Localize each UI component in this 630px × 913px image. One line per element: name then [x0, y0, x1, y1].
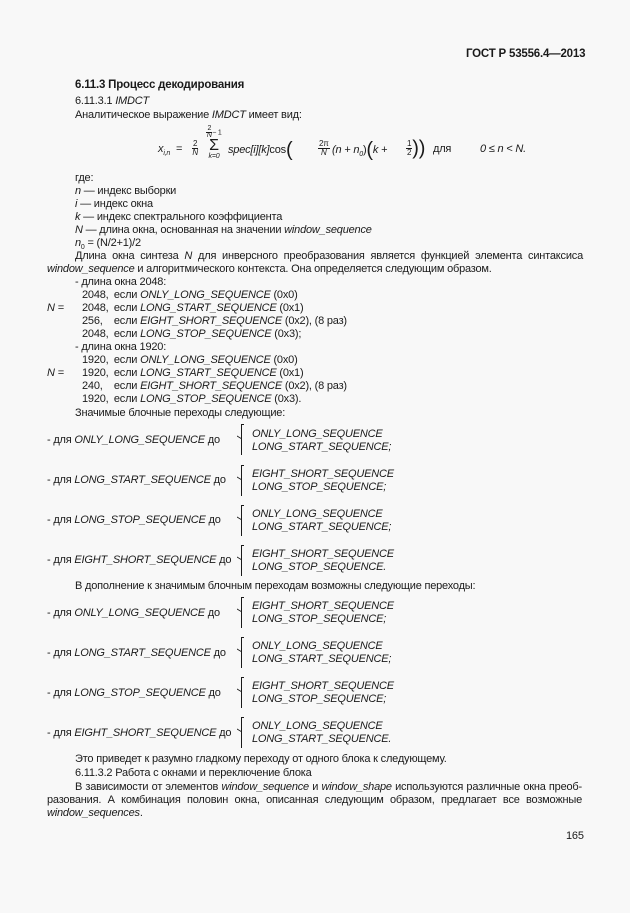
window-1920-row: 1920, если ONLY_LONG_SEQUENCE (0x0): [82, 354, 298, 366]
where-item-i: i — индекс окна: [75, 198, 153, 210]
transition-from: - для LONG_STOP_SEQUENCE до: [47, 687, 221, 699]
synthesis-line-2: window_sequence и алгоритмического контекста. Она определяется следующим образом.: [47, 263, 492, 275]
subsection-2-paragraph: В зависимости от элементов window_sequence и window_shape используются различные окна преоб-разования. А комбинация половин окна, описанная следующим образом, предлагает все возможные window_sequences.: [47, 781, 582, 819]
transition-options: EIGHT_SHORT_SEQUENCE LONG_STOP_SEQUENCE;: [252, 680, 394, 705]
document-id: ГОСТ Р 53556.4—2013: [466, 48, 586, 60]
window-1920-label: - длина окна 1920:: [75, 341, 167, 353]
formula-body: spec[i][k]: [228, 143, 270, 156]
intro-imdct: IMDCT: [211, 109, 246, 121]
brace-icon: [241, 638, 248, 668]
intro-text: Аналитическое выражение: [75, 109, 212, 121]
transition-options: ONLY_LONG_SEQUENCE LONG_START_SEQUENCE.: [252, 720, 392, 745]
imdct-intro: [75, 109, 302, 122]
additional-transitions-label: В дополнение к значимым блочным переходам возможны следующие переходы:: [75, 580, 476, 592]
formula-for: для: [433, 143, 452, 155]
transition-from: - для ONLY_LONG_SEQUENCE до: [47, 607, 220, 619]
window-2048-label: - длина окна 2048:: [75, 276, 167, 288]
subsection-2-title: 6.11.3.2 Работа с окнами и переключение блока: [75, 767, 312, 779]
transition-options: EIGHT_SHORT_SEQUENCE LONG_STOP_SEQUENCE;: [252, 600, 394, 625]
window-1920-row: 1920, если LONG_STOP_SEQUENCE (0x3).: [82, 393, 302, 405]
transition-from: - для LONG_START_SEQUENCE до: [47, 474, 226, 486]
where-item-k: k — индекс спектрального коэффициента: [75, 211, 283, 223]
window-2048-row: 2048, если ONLY_LONG_SEQUENCE (0x0): [82, 289, 298, 301]
formula-lhs-sub: i,n: [163, 150, 171, 158]
transition-from: - для LONG_START_SEQUENCE до: [47, 647, 226, 659]
transition-from: - для EIGHT_SHORT_SEQUENCE до: [47, 554, 232, 566]
transition-from: - для LONG_STOP_SEQUENCE до: [47, 514, 221, 526]
formula-coefficient: $\frac{2}{N}$: [192, 139, 198, 157]
where-item-n0: $n_0 = (N/2+1)/2$: [75, 237, 141, 252]
brace-icon: [241, 718, 248, 748]
transition-options: EIGHT_SHORT_SEQUENCE LONG_STOP_SEQUENCE;: [252, 468, 394, 493]
brace-icon: [241, 546, 248, 576]
formula-arg-frac: $\frac{2\pi}{N}$: [319, 139, 329, 157]
transition-options: EIGHT_SHORT_SEQUENCE LONG_STOP_SEQUENCE.: [252, 548, 394, 573]
subsection-1-name: IMDCT: [115, 95, 150, 107]
window-2048-n-label: N =: [47, 302, 64, 314]
brace-icon: [241, 678, 248, 708]
window-2048-row: 256, если EIGHT_SHORT_SEQUENCE (0x2), (8 раз): [82, 315, 347, 327]
significant-transitions-label: Значимые блочные переходы следующие:: [75, 407, 286, 419]
formula-sum: $\frac{2}{N}$ − 1 Σ k=0: [202, 126, 226, 160]
brace-icon: [241, 466, 248, 496]
brace-icon: [241, 598, 248, 628]
window-2048-row: 2048, если LONG_STOP_SEQUENCE (0x3);: [82, 328, 302, 340]
where-item-n: n — индекс выборки: [75, 185, 177, 197]
transition-options: ONLY_LONG_SEQUENCE LONG_START_SEQUENCE;: [252, 640, 392, 665]
transition-options: ONLY_LONG_SEQUENCE LONG_START_SEQUENCE;: [252, 508, 392, 533]
subsection-1-heading: [75, 95, 149, 108]
where-item-N: N — длина окна, основанная на значении window_sequence: [75, 224, 372, 236]
imdct-formula: $x_{i,n}$ = $\frac{2}{N}$ $\frac{2}{N}$ − 1 Σ k=0 spec[i][k]cos( $\frac{2\pi}{N}$ $(n + n_0)(k$ + $\frac{1}{2}$ )) для 0 ≤ n < N.: [158, 125, 526, 161]
formula-lhs: x: [158, 143, 164, 155]
brace-icon: [241, 506, 248, 536]
intro-suffix: имеет вид:: [245, 109, 302, 121]
brace-icon: [241, 425, 248, 455]
window-1920-row: 240, если EIGHT_SHORT_SEQUENCE (0x2), (8 раз): [82, 380, 347, 392]
formula-half: $\frac{1}{2}$: [407, 139, 412, 157]
where-label: где:: [75, 172, 94, 184]
formula-cos: cos: [269, 143, 286, 156]
transition-from: - для ONLY_LONG_SEQUENCE до: [47, 434, 220, 446]
section-title: 6.11.3 Процесс декодирования: [75, 79, 245, 91]
synthesis-line-1: Длина окна синтеза N для инверсного преобразования является функцией элемента синтаксиса: [75, 250, 583, 262]
window-1920-n-label: N =: [47, 367, 64, 379]
window-1920-row: 1920, если LONG_START_SEQUENCE (0x1): [82, 367, 304, 379]
page-number: 165: [566, 830, 584, 842]
window-2048-row: 2048, если LONG_START_SEQUENCE (0x1): [82, 302, 304, 314]
formula-eq: =: [175, 143, 183, 155]
transition-from: - для EIGHT_SHORT_SEQUENCE до: [47, 727, 232, 739]
smooth-transition-note: Это приведет к разумно гладкому переходу от одного блока к следующему.: [75, 753, 447, 765]
transition-options: ONLY_LONG_SEQUENCE LONG_START_SEQUENCE;: [252, 428, 392, 453]
sigma-symbol: Σ: [209, 137, 219, 154]
subsection-1-number: 6.11.3.1: [75, 95, 113, 107]
formula-range: 0 ≤ n < N.: [480, 143, 526, 155]
